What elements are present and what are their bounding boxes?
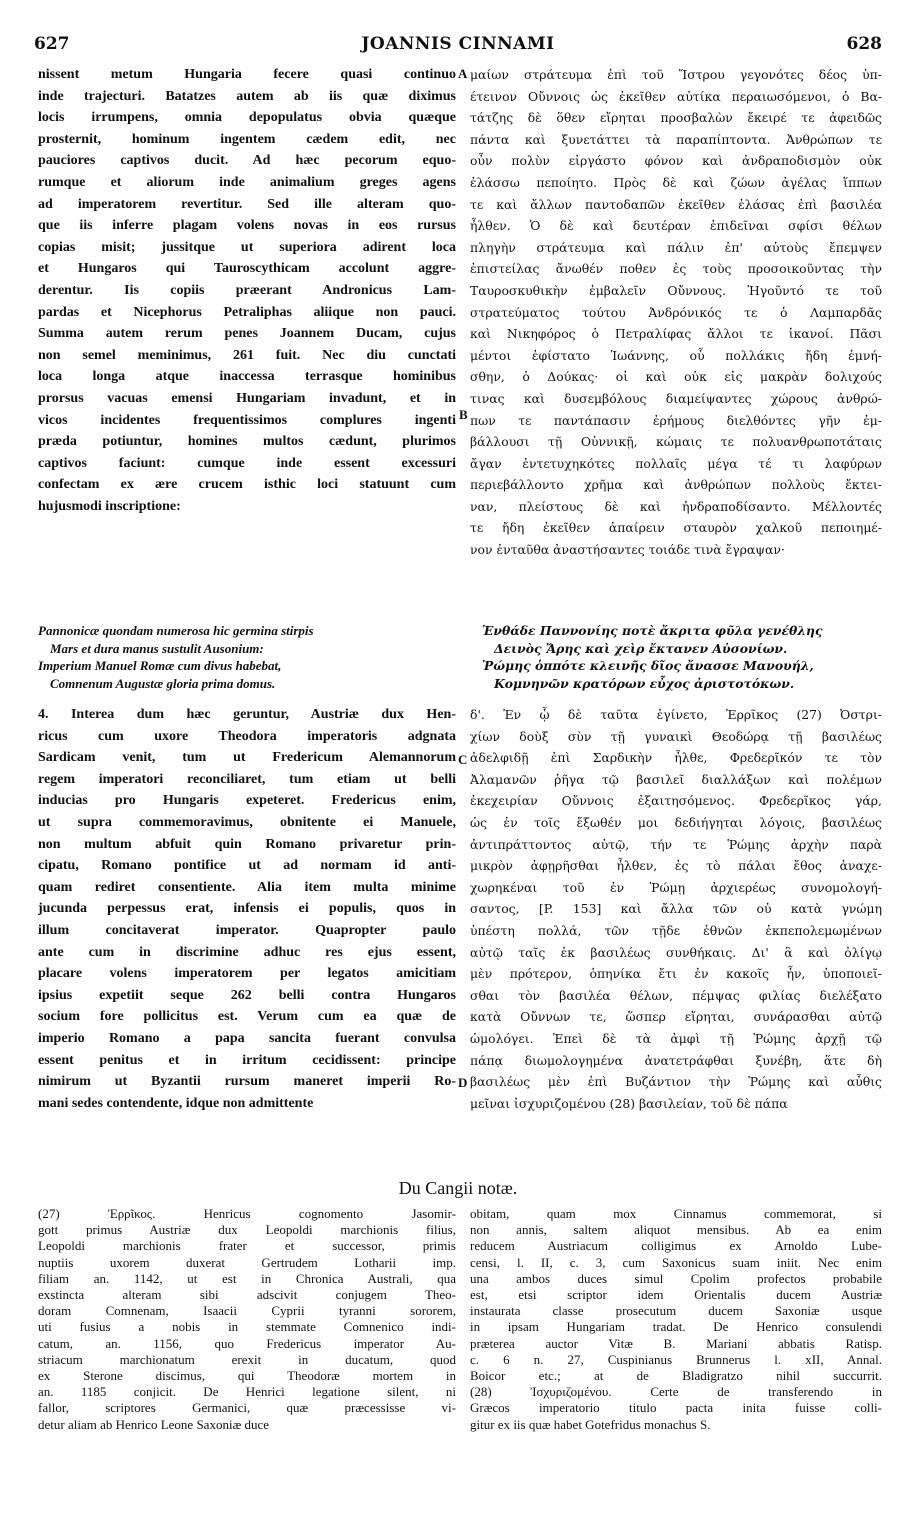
text-line: σθαι τὸν βασιλέα θέλων, πέμψας φιλίας διελέξατο — [470, 987, 882, 1003]
text-line: cipatu, Romano pontifice ut ad normam id anti- — [38, 858, 456, 874]
text-line: jucunda perpessus erat, infensis ei populis, quos in — [38, 901, 456, 917]
text-line: ipsius expetiit seque 262 belli contra Hungaros — [38, 987, 456, 1003]
verse-line: Ἐνθάδε Παννονίης ποτὲ ἄκριτα φῦλα γενέθλης — [482, 623, 823, 638]
text-line: derentur. Iis copiis præerant Andronicus Lam- — [38, 282, 456, 298]
text-line: μέντοι ἐφίστατο Ἰωάννης, οὗ πολλάκις ἤδη ἐμνή- — [470, 347, 882, 363]
text-line: ἦλθεν. Ὁ δὲ καὶ δευτέραν ἐπιδεῖναι σφίσι θέλων — [470, 218, 882, 234]
text-line: ut supra commemoravimus, obnitente ei Manuele, — [38, 814, 456, 830]
text-line: præda potiuntur, homines multos cædunt, plurimos — [38, 434, 456, 450]
page-number-left: 627 — [34, 34, 70, 54]
text-line: reducem Austriacum colligimus ex Arnoldo Lube- — [470, 1238, 882, 1254]
text-line: nimirum ut Byzantii rursum maneret imperii Ro- — [38, 1074, 456, 1090]
text-line: præterea auctor Vitæ B. Mariani abbatis Ratisp. — [470, 1335, 882, 1351]
text-line: rumque et aliorum inde animalium greges agens — [38, 174, 456, 190]
text-line: ἀδελφιδῇ ἐπὶ Σαρδικὴν ἦλθε, Φρεδερῖκόν τε τὸν — [470, 750, 882, 766]
margin-marker-b: B — [459, 407, 468, 422]
text-line: ναν, πλείστους δὲ καὶ ἠνδραποδίσαντο. Μέλλοντές — [470, 498, 882, 514]
text-line: ἐκεχειρίαν Οὔννοις ἐξαιτησόμενος. Φρεδερῖκος γάρ, — [470, 793, 882, 809]
text-line: ἐπιστείλας ἄνωθέν ποθεν ἐς τοὺς προσοικοῦντας τὴν — [470, 261, 882, 277]
text-line: detur aliam ab Henrico Leone Saxoniæ duce — [38, 1416, 270, 1432]
verse-line: Comnenum Augustæ gloria prima domus. — [50, 675, 276, 691]
text-line: σθην, ὁ Δούκας· οἱ καὶ οὐκ εἰς μακρὰν δολιχούς — [470, 369, 882, 385]
text-line: et Hungaros qui Tauroscythicam accolunt aggre- — [38, 261, 456, 277]
text-line: vicos incidentes frequentissimos complures ingenti — [38, 412, 456, 428]
text-line: prorsus vacuas emensi Hungariam invadunt, et in — [38, 390, 456, 406]
text-line: περιεβάλλοντο χρῆμα καὶ ἀνθρώπων πολλοὺς ἔκτει- — [470, 477, 882, 493]
text-line: βασιλέως μὲν ἐπὶ Βυζάντιον τὴν Ῥώμης καὶ αὖθις — [470, 1074, 882, 1090]
text-line: Ἀλαμανῶν ῥῆγα τῷ βασιλεῖ διαλλάξων καὶ πολέμων — [470, 771, 882, 787]
text-line: ἀντιπράττοντος αὐτῷ, τήν τε Ῥώμης ἀρχὴν παρὰ — [470, 836, 882, 852]
verse-line: Pannonicæ quondam numerosa hic germina stirpis — [38, 623, 314, 638]
text-line: (28) Ἰσχυριζομένου. Certe de transferendo in — [470, 1384, 882, 1400]
text-line: striacum marchionatum erexit in ducatum, quod — [38, 1351, 456, 1367]
text-line: placare volens imperatorem per legatos amicitiam — [38, 966, 456, 982]
text-line: μὲν πρότερον, ὁπηνίκα ἔτι ἐν κακοῖς ἦν, ὑποποιεῖ- — [470, 966, 882, 982]
text-line: confectam ex ære crucem isthic loci statuunt cum — [38, 477, 456, 493]
text-line: gott primus Austriæ dux Leopoldi marchionis filius, — [38, 1222, 456, 1238]
text-line: non multum abfuit quin Romano privaretur prin- — [38, 836, 456, 852]
text-line: catum, an. 1156, quo Fredericus imperator Au- — [38, 1335, 456, 1351]
verse-line: Mars et dura manus sustulit Ausonium: — [50, 640, 264, 656]
text-line: gitur ex iis quæ habet Gotefridus monachus S. — [470, 1416, 711, 1432]
text-line: hujusmodi inscriptione: — [38, 498, 181, 514]
text-line: ὡς ἐν τοῖς ἔξωθέν μοι δεδιήγηται λόγοις, βασιλέως — [470, 814, 882, 830]
text-line: μαίων στράτευμα ἐπὶ τοῦ Ἴστρου γεγονότες δέος ὑπ- — [470, 67, 882, 82]
text-line: Ταυροσκυθικὴν ἐμβαλεῖν Οὔννους. Ἡγοῦντό τε τοῦ — [470, 282, 882, 298]
verse-line: Ῥώμης ὁππότε κλεινῆς δῖος ἄνασσε Μανουήλ, — [482, 658, 814, 674]
text-line: socium fore pollicitus est. Verum cum ea quæ de — [38, 1009, 456, 1025]
text-line: έτεινον Οὔννοις ὡς ἐκεῖθεν αὐτίκα περαιωσόμενοι, ὁ Βα- — [470, 88, 882, 104]
text-line: ὡμολόγει. Ἐπεὶ δὲ τὰ ἀμφὶ τῇ Ῥώμης ἀρχῇ τῷ — [470, 1030, 882, 1046]
greek-column-bottom — [470, 704, 882, 1114]
text-line: in ipsam Hungariam tradat. De Henrico consulendi — [470, 1319, 882, 1335]
page-number-right: 628 — [846, 34, 882, 54]
text-line: Leopoldi marchionis frater et successor, primis — [38, 1238, 456, 1254]
text-line: ὑπέστη πολλά, τῶν τῇδε ἐθνῶν ἐκπεπολεμωμένων — [470, 922, 882, 938]
text-line: δ'. Ἐν ᾧ δὲ ταῦτα ἐγίνετο, Ἐρρῖκος (27) Ὀστρι- — [470, 707, 882, 722]
text-line: uti fusius a nobis in stemmate Comnenico indi- — [38, 1319, 456, 1335]
text-line: χίων δοὺξ σὺν τῇ γυναικὶ Θεοδώρᾳ τῇ βασιλέως — [470, 728, 882, 744]
text-line: regem imperatori reconciliaret, tum etiam ut belli — [38, 771, 456, 787]
text-line: imperio Romano a papa sancita fuerant convulsa — [38, 1030, 456, 1046]
text-line: fallor, scriptores Germanici, quæ præcessisse vi- — [38, 1400, 456, 1416]
text-line: Boicor etc.; at de Bladigratzo nihil succurrit. — [470, 1368, 882, 1384]
text-line: αὐτῷ ταῖς ἐκ βασιλέως συνθήκαις. Δι' ἃ καὶ ὀλίγῳ — [470, 944, 882, 960]
text-line: quam rediret consentiente. Alia item multa minime — [38, 879, 456, 895]
text-line: doram Comnenam, Isaacii Cyprii tyranni sororem, — [38, 1303, 456, 1319]
notes-heading: Du Cangii notæ. — [398, 1178, 518, 1198]
notes-column-right — [470, 1206, 882, 1433]
text-line: exstincta alteram sibi adscivit conjugem Theo- — [38, 1287, 456, 1303]
text-line: τάτζης δὲ ὅθεν εἴρηται προσβαλὼν ἔκειρέ τε ἀφειδῶς — [470, 110, 882, 126]
latin-column-bottom — [38, 704, 456, 1114]
text-line: obitam, quam mox Cinnamus commemorat, si — [470, 1206, 882, 1221]
text-line: πληγὴν στράτευμα καὶ πάλιν ἐπ' αὐτοὺς ἔπεμψεν — [470, 239, 882, 255]
text-line: ricus cum uxore Theodora imperatoris adgnata — [38, 728, 456, 744]
text-line: c. 6 n. 27, Cuspinianus Brunnerus l. xII, Annal. — [470, 1351, 882, 1367]
text-line: (27) Ἐρρῖκος. Henricus cognomento Jasomir- — [38, 1206, 456, 1221]
text-line: ad imperatorem revertitur. Sed ille alteram quo- — [38, 196, 456, 212]
text-line: τε καὶ ἄλλων παντοδαπῶν ἐκεῖθεν ἐλάσας ἐπὶ βασιλέα — [470, 196, 882, 212]
margin-marker-c: C — [458, 752, 468, 767]
inscription-latin — [38, 622, 456, 692]
text-line: μικρὸν ἀφῃρῆσθαι ἦλθεν, ἐς τὸ πάλαι ἔθος ἀναχε- — [470, 858, 882, 874]
text-line: non semel meminimus, 261 fuit. Nec diu cunctati — [38, 347, 456, 363]
text-line: censi, l. II, c. 3, cum Saxonicus suam iniit. Nec enim — [470, 1254, 882, 1270]
verse-line: Δεινὸς Ἄρης καὶ χεὶρ ἔκτανεν Αὐσονίων. — [494, 640, 788, 656]
text-line: prosternit, hominum ingentem cædem edit, nec — [38, 131, 456, 147]
inscription-greek — [482, 622, 882, 692]
text-line: ἐλάσσω πεποίητο. Πρὸς δὲ καὶ ζώων ἀγέλας ἵππων — [470, 174, 882, 190]
text-line: loca longa atque inaccessa terrasque hominibus — [38, 369, 456, 385]
verse-line: Imperium Manuel Romæ cum divus habebat, — [38, 658, 282, 674]
text-line: ἄγαν ἐντετυχηκότες πολλαῖς μέγα τέ τι λαφύρων — [470, 455, 882, 471]
text-line: una ambos duces simul Cpolim profectos probabile — [470, 1270, 882, 1286]
text-line: οὖν πολὺν εἰργάστο φόνον καὶ ἀνδραποδισμὸν οὐκ — [470, 153, 882, 169]
text-line: mani sedes contendente, idque non admittente — [38, 1095, 314, 1111]
text-line: locis irrumpens, omnia depopulatus obvia quæque — [38, 110, 456, 126]
text-line: pauciores captivos ducit. Ad hæc pecorum equo- — [38, 153, 456, 169]
text-line: στρατεύματος τούτου Ἀνδρόνικός τε ὁ Λαμπαρδᾶς — [470, 304, 882, 320]
text-line: nissent metum Hungaria fecere quasi continuo — [38, 67, 456, 82]
text-line: captivos faciunt: cumque inde essent excessuri — [38, 455, 456, 471]
text-line: nuptiis uxorem duxerat Gertrudem Lotharii imp. — [38, 1254, 456, 1270]
text-line: πων τε παντάπασιν ἐρήμους διελθόντες γῆν ἐμ- — [470, 412, 882, 428]
text-line: an. 1185 conjicit. De Henrici legatione silent, ni — [38, 1384, 456, 1400]
text-line: Græcos imperatorio titulo pacta inita fuisse colli- — [470, 1400, 882, 1416]
text-line: illum concitaverat imperator. Quapropter paulo — [38, 922, 456, 938]
greek-column-top — [470, 64, 882, 561]
text-line: essent penitus et in irritum cecidissent: principe — [38, 1052, 456, 1068]
text-line: βάλλουσι τῇ Οὐννικῇ, κώμαις τε πολυανθρωποτάταις — [470, 434, 882, 450]
text-line: ante cum in discrimine adhuc res ejus essent, — [38, 944, 456, 960]
text-line: instaurata classe prosecutum ducem Saxoniæ usque — [470, 1303, 882, 1319]
text-line: inducias pro Hungaris expeteret. Fredericus enim, — [38, 793, 456, 809]
text-line: τε ἤδη ἐκεῖθεν ἀπαίρειν σταυρὸν χαλκοῦ πεποιημέ- — [470, 520, 882, 536]
notes-column-left — [38, 1206, 456, 1433]
text-line: πάπᾳ διωμολογημένα ἀνατετράφθαι ξυνέβη, ἅτε δὴ — [470, 1052, 882, 1068]
text-line: pardas et Nicephorus Petraliphas aliique non pauci. — [38, 304, 456, 320]
page-header — [34, 34, 882, 58]
text-line: τινας καὶ δυσεμβόλους διαμείψαντες χώρους ἀνθρώ- — [470, 390, 882, 406]
text-line: νον ἐνταῦθα ἀναστήσαντες τοιάδε τινὰ ἔγραψαν· — [470, 542, 785, 558]
text-line: κατὰ Οὔννων τε, ὥσπερ εἴρηται, συνάρασθαι αὐτῷ — [470, 1009, 882, 1025]
text-line: ex Sterone discimus, qui Theodoræ mortem in — [38, 1368, 456, 1384]
text-line: πάντα καὶ ξυνετάττει τὰ παραπίπτοντα. Ἀνθρώπων τε — [470, 131, 882, 147]
text-line: que iis inferre plagam volens novas in eos rursus — [38, 218, 456, 234]
text-line: 4. Interea dum hæc geruntur, Austriæ dux Hen- — [38, 707, 456, 722]
text-line: est, etsi scriptor idem Orientalis ducem Austriæ — [470, 1287, 882, 1303]
text-line: σαντος, [P. 153] καὶ ἄλλα τῶν οὐ κατὰ γνώμη — [470, 901, 882, 917]
running-title: JOANNIS CINNAMI — [361, 34, 555, 54]
margin-marker-d: D — [458, 1075, 468, 1090]
latin-column-top — [38, 64, 456, 517]
verse-line: Κομνηνῶν κρατόρων εὖχος ἀριστοτόκων. — [494, 675, 795, 691]
text-line: μεῖναι ἰσχυριζομένου (28) βασιλείαν, τοῦ δὲ πάπα — [470, 1095, 788, 1111]
text-line: inde trajecturi. Batatzes autem ab iis quæ diximus — [38, 88, 456, 104]
text-line: καὶ Νικηφόρος ὁ Πετραλίφας ἄλλοι τε ἱκανοί. Πᾶσι — [470, 326, 882, 342]
text-line: χωρηκέναι τοῦ ἐν Ῥώμῃ ἀρχιερέως συνομολογή- — [470, 879, 882, 895]
text-line: Sardicam venit, tum ut Fredericum Alemannorum — [38, 750, 456, 766]
margin-marker-a: A — [458, 66, 468, 81]
text-line: copias misit; jussitque ut superiora adirent loca — [38, 239, 456, 255]
text-line: Summa autem rerum penes Joannem Ducam, cujus — [38, 326, 456, 342]
text-line: non annis, saltem aliquot mensibus. Ab ea enim — [470, 1222, 882, 1238]
text-line: filiam an. 1142, ut est in Chronica Australi, qua — [38, 1270, 456, 1286]
